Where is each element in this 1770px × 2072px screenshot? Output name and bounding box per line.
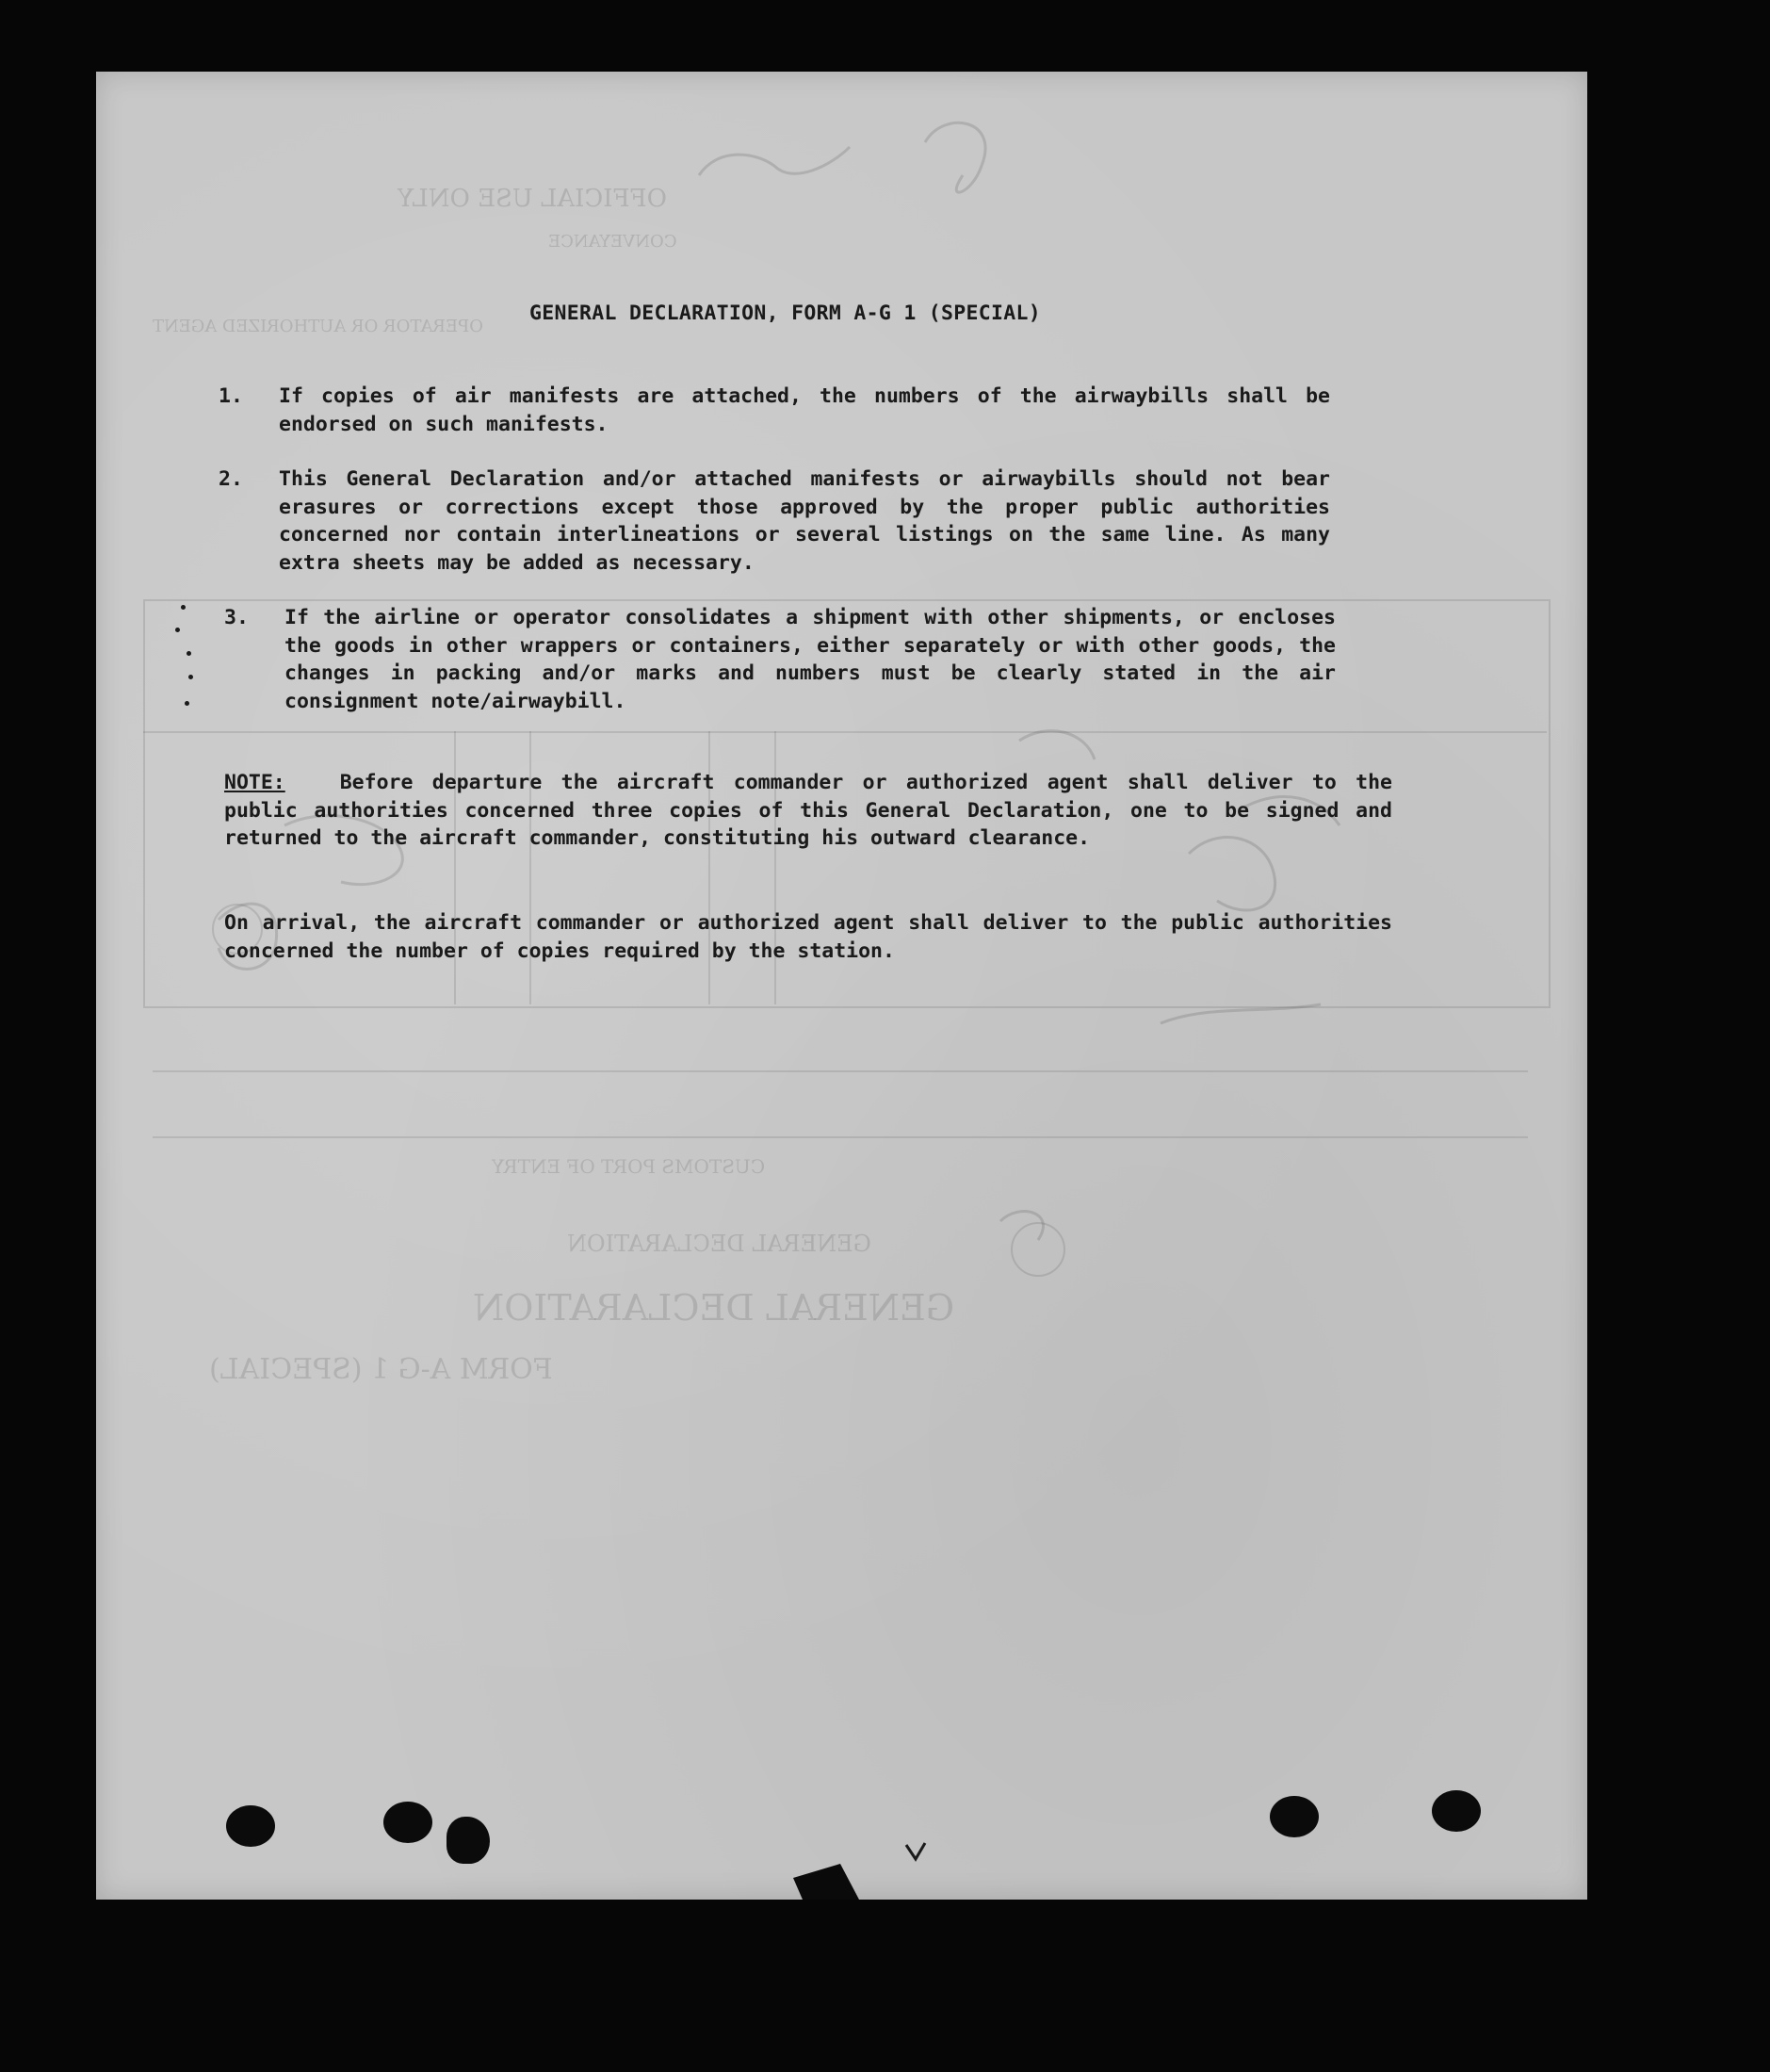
- bleed-through-text: OPERATOR OR AUTHORIZED AGENT: [153, 317, 484, 336]
- bleed-through-text: GENERAL DECLARATION: [567, 1231, 871, 1257]
- torn-edge: [784, 1826, 972, 1900]
- instructions-content: [96, 72, 1587, 1900]
- item-text: This General Declaration and/or attached manifests or airwaybills should not bear erasures or corrections except those approved by the proper public authorities concerned nor contain interlineations or several listings on the same line. As many extra sheets may be added as necessary.: [279, 467, 1330, 575]
- document-sheet: [96, 72, 1587, 1900]
- item-text: If copies of air manifests are attached, the numbers of the airwaybills shall be endorsed on such manifests.: [279, 384, 1330, 436]
- margin-mark: [187, 651, 191, 656]
- page-title: GENERAL DECLARATION, FORM A-G 1 (SPECIAL): [529, 302, 1042, 325]
- item-number: 1.: [219, 384, 243, 408]
- instruction-item: [224, 604, 1336, 715]
- bleed-through-text: FORM A-G 1 (SPECIAL): [209, 1353, 553, 1386]
- margin-mark: [181, 605, 186, 610]
- arrival-paragraph: On arrival, the aircraft commander or authorized agent shall deliver to the public authorities concerned the number of copies required by the station.: [224, 911, 1392, 963]
- punch-hole: [447, 1817, 490, 1864]
- note-paragraph: [224, 769, 1392, 853]
- punch-hole: [383, 1802, 432, 1843]
- bleed-through-text: OFFICIAL USE ONLY: [398, 185, 667, 213]
- bleed-through-text: CONVEYANCE: [548, 232, 677, 252]
- bleed-through-text: CUSTOMS PORT OF ENTRY: [492, 1155, 766, 1178]
- punch-hole: [1432, 1790, 1481, 1832]
- item-text: If the airline or operator consolidates a shipment with other shipments, or encloses the goods in other wrappers or containers, either separately or with other goods, the changes in packing and/or marks and numbers must be clearly stated in the air consignment note/airwaybill.: [284, 606, 1336, 713]
- margin-mark: [188, 675, 193, 679]
- item-number: 3.: [224, 606, 249, 629]
- punch-hole: [1270, 1796, 1319, 1837]
- note-text: Before departure the aircraft commander or authorized agent shall deliver to the public authorities concerned three copies of this General Declaration, one to be signed and returned to the aircraft commander, constituting his outward clearance.: [224, 771, 1392, 850]
- instruction-item: [219, 465, 1330, 577]
- item-number: 2.: [219, 467, 243, 491]
- margin-mark: [185, 701, 189, 706]
- margin-mark: [175, 628, 180, 632]
- punch-hole: [226, 1805, 275, 1847]
- instruction-item: [219, 383, 1330, 438]
- note-label: NOTE:: [224, 771, 285, 794]
- bleed-through-text: GENERAL DECLARATION: [473, 1287, 955, 1329]
